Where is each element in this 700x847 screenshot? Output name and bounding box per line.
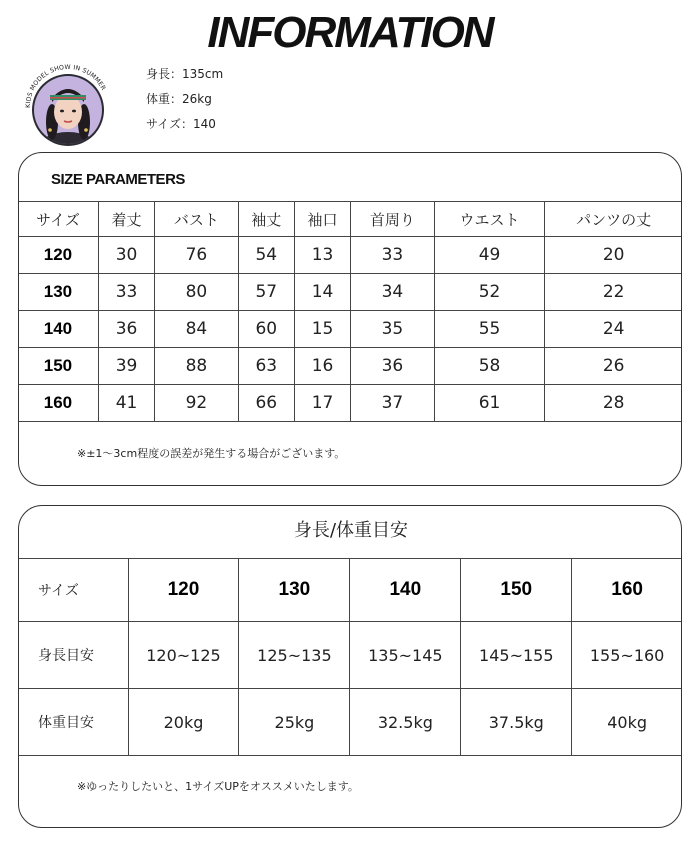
table-row [18,237,682,274]
weight-cell: 25kg [239,689,350,756]
page-title: INFORMATION [207,8,493,57]
size-table [18,201,682,422]
value-cell: 16 [294,348,350,385]
value-cell: 26 [545,348,682,385]
guide-title: 身長/体重目安 [293,520,409,541]
model-height: 身長：135cm [146,67,224,81]
table-row [18,274,682,311]
value-cell: 28 [545,385,682,422]
table-row [18,385,682,422]
value-cell: 33 [351,237,434,274]
col-header: 袖口 [294,202,350,237]
value-cell: 30 [98,237,154,274]
col-header: 着丈 [98,202,154,237]
guide-table [18,558,682,756]
value-cell: 13 [294,237,350,274]
height-cell: 155~160 [572,622,682,689]
value-cell: 61 [434,385,545,422]
model-info [146,62,223,137]
size-cell: 150 [18,348,98,385]
size-cell: 120 [18,237,98,274]
size-cell: 130 [239,559,350,622]
row-label: 身長目安 [18,622,128,689]
value-cell: 20 [545,237,682,274]
size-parameters-panel [18,152,682,486]
guide-size-row [18,559,682,622]
size-cell: 130 [18,274,98,311]
col-header: サイズ [18,202,98,237]
value-cell: 36 [351,348,434,385]
value-cell: 57 [238,274,294,311]
guide-note: ※ゆったりしたいと、1サイズUPをオススメいたします。 [77,780,359,793]
badge-arc-text: KIDS MODEL SHOW IN SUMMER [24,63,107,109]
value-cell: 49 [434,237,545,274]
size-table-header-row [18,202,682,237]
value-cell: 35 [351,311,434,348]
model-size: サイズ：140 [146,117,216,131]
size-cell: 160 [572,559,682,622]
value-cell: 76 [155,237,238,274]
value-cell: 37 [351,385,434,422]
size-cell: 120 [128,559,239,622]
size-cell: 140 [350,559,461,622]
height-cell: 135~145 [350,622,461,689]
value-cell: 63 [238,348,294,385]
value-cell: 34 [351,274,434,311]
value-cell: 66 [238,385,294,422]
value-cell: 33 [98,274,154,311]
size-parameters-heading: SIZE PARAMETERS [51,171,185,188]
value-cell: 14 [294,274,350,311]
value-cell: 92 [155,385,238,422]
height-cell: 120~125 [128,622,239,689]
height-weight-guide-panel [18,505,682,828]
value-cell: 52 [434,274,545,311]
size-note: ※±1～3cm程度の誤差が発生する場合がございます。 [77,447,346,460]
height-cell: 145~155 [461,622,572,689]
row-label: サイズ [18,559,128,622]
size-cell: 150 [461,559,572,622]
value-cell: 55 [434,311,545,348]
height-cell: 125~135 [239,622,350,689]
value-cell: 22 [545,274,682,311]
weight-cell: 37.5kg [461,689,572,756]
value-cell: 58 [434,348,545,385]
value-cell: 84 [155,311,238,348]
value-cell: 39 [98,348,154,385]
col-header: 袖丈 [238,202,294,237]
model-badge [14,50,118,154]
value-cell: 88 [155,348,238,385]
col-header: バスト [155,202,238,237]
value-cell: 17 [294,385,350,422]
weight-cell: 32.5kg [350,689,461,756]
row-label: 体重目安 [18,689,128,756]
guide-height-row [18,622,682,689]
table-row [18,348,682,385]
guide-weight-row [18,689,682,756]
value-cell: 80 [155,274,238,311]
weight-cell: 40kg [572,689,682,756]
col-header: パンツの丈 [545,202,682,237]
value-cell: 54 [238,237,294,274]
value-cell: 60 [238,311,294,348]
value-cell: 24 [545,311,682,348]
value-cell: 36 [98,311,154,348]
table-row [18,311,682,348]
model-avatar [14,50,118,154]
model-weight: 体重：26kg [146,92,212,106]
weight-cell: 20kg [128,689,239,756]
value-cell: 41 [98,385,154,422]
size-cell: 160 [18,385,98,422]
size-cell: 140 [18,311,98,348]
value-cell: 15 [294,311,350,348]
col-header: 首周り [351,202,434,237]
col-header: ウエスト [434,202,545,237]
